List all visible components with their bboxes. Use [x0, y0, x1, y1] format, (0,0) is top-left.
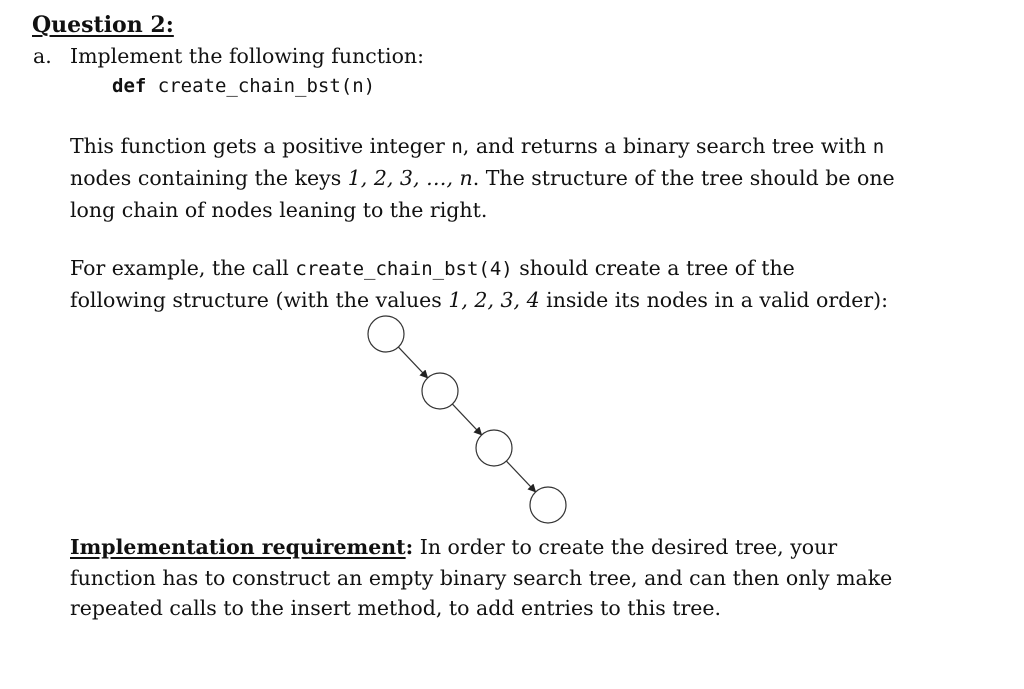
def-keyword: def — [112, 75, 147, 97]
tree-edge-1 — [398, 347, 427, 378]
item-instruction: Implement the following function: — [70, 44, 425, 68]
requirement-text: In order to create the desired tree, your — [413, 535, 838, 559]
desc-text: , and returns a binary search tree with — [462, 134, 873, 158]
example-call-code: create_chain_bst(4) — [295, 258, 513, 280]
example-line-2 — [70, 288, 888, 312]
tree-edges — [398, 347, 535, 492]
code-n: n — [872, 136, 885, 158]
example-text: inside its nodes in a valid order): — [539, 288, 889, 312]
tree-node-3 — [476, 430, 512, 466]
example-text: should create a tree of the — [512, 256, 795, 280]
example-text: For example, the call — [70, 256, 296, 280]
example-line-1 — [70, 256, 795, 280]
tree-edge-3 — [506, 461, 535, 492]
tree-nodes — [368, 316, 566, 523]
requirement-label: Implementation requirement — [70, 535, 406, 559]
example-text: following structure (with the values — [70, 288, 449, 312]
signature-rest: create_chain_bst(n) — [146, 75, 376, 97]
tree-node-4 — [530, 487, 566, 523]
description-line-1 — [70, 134, 884, 158]
requirement-line-2: function has to construct an empty binary search tree, and can then only make — [70, 566, 893, 590]
tree-edge-2 — [452, 404, 481, 435]
tree-node-1 — [368, 316, 404, 352]
values-italic: 1, 2, 3, 4 — [448, 288, 540, 312]
requirement-line-1 — [70, 535, 837, 559]
keys-italic: 1, 2, 3, …, n — [347, 166, 473, 190]
tree-node-2 — [422, 373, 458, 409]
desc-text: . The structure of the tree should be one — [472, 166, 895, 190]
item-letter: a. — [33, 44, 52, 68]
code-n: n — [451, 136, 463, 158]
question-heading: Question 2: — [32, 12, 174, 38]
desc-text: This function gets a positive integer — [70, 134, 452, 158]
requirement-line-3: repeated calls to the insert method, to add entries to this tree. — [70, 596, 722, 620]
requirement-colon: : — [405, 535, 414, 559]
description-line-3: long chain of nodes leaning to the right. — [70, 198, 488, 222]
description-line-2 — [70, 166, 895, 190]
desc-text: nodes containing the keys — [70, 166, 348, 190]
function-signature — [112, 75, 375, 97]
